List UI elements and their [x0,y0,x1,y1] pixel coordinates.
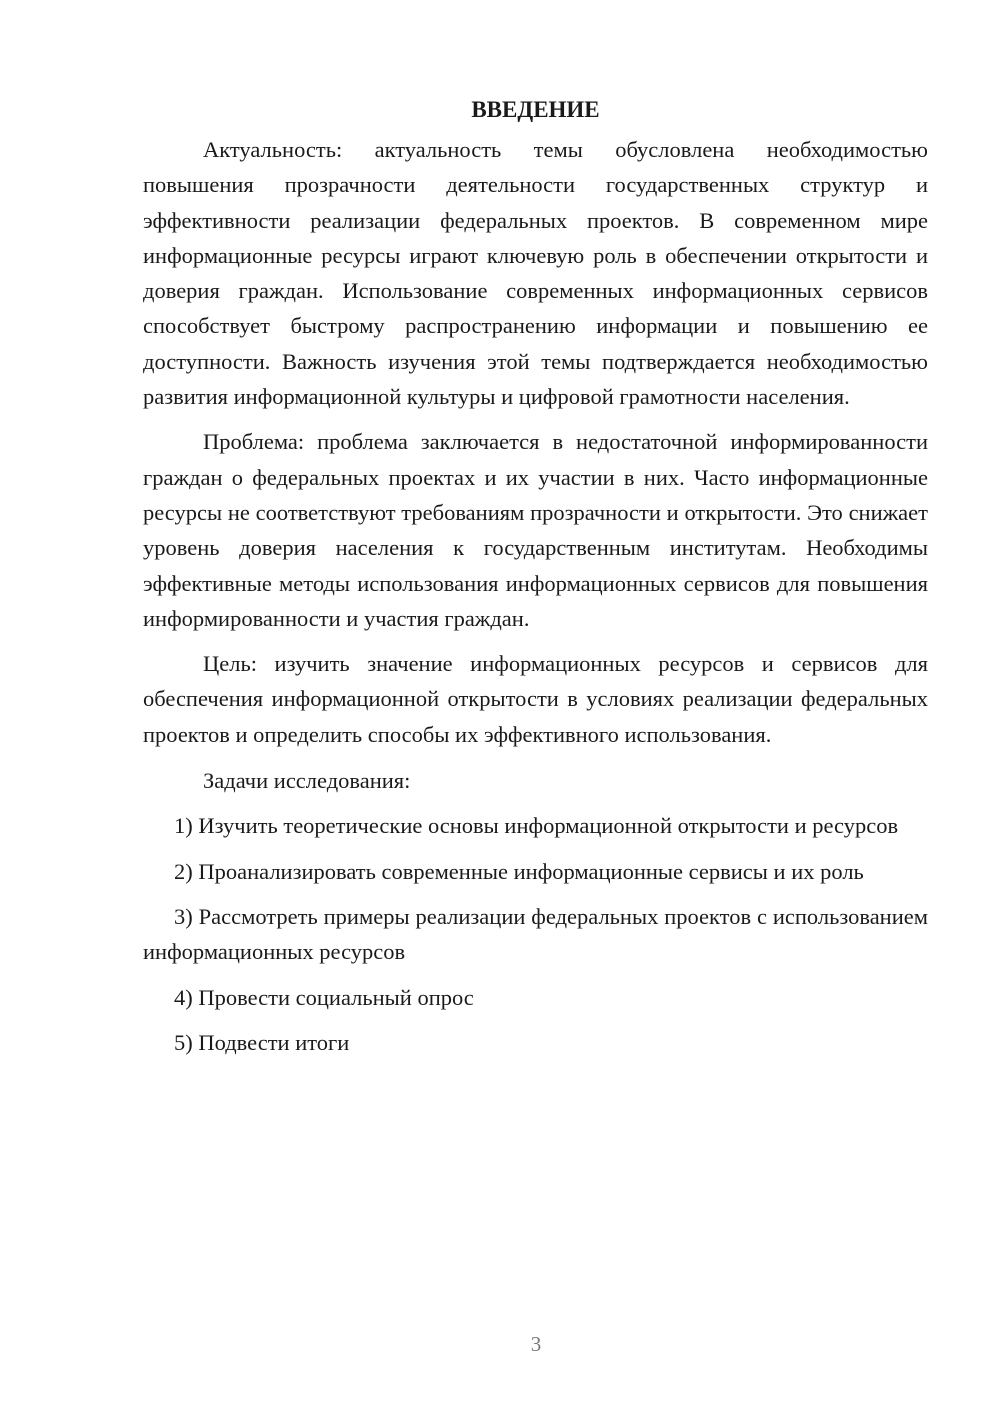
task-item-3: 3) Рассмотреть примеры реализации федеральных проектов с использованием информационных ресурсов [143,903,928,965]
task-item-1: 1) Изучить теоретические основы информационной открытости и ресурсов [174,813,899,839]
task-item-2: 2) Проанализировать современные информационные сервисы и их роль [174,858,864,884]
page-number: 3 [530,1332,542,1356]
task-item-5: 5) Подвести итоги [174,1029,350,1055]
document-page [143,92,928,1060]
paragraph-problem: Проблема: проблема заключается в недостаточной информированности граждан о федеральных проектах и их участии в них. Часто информационные ресурсы не соответствуют требованиям прозрачности и открытости. Это снижает уровень доверия населения к государственным институтам. Необходимы эффективные методы использования информационных сервисов для повышения информированности и участия граждан. [143,429,928,631]
section-title: ВВЕДЕНИЕ [471,97,600,122]
paragraph-relevance: Актуальность: актуальность темы обусловлена необходимостью повышения прозрачности деятельности государственных структур и эффективности реализации федеральных проектов. В современном мире информационные ресурсы играют ключевую роль в обеспечении открытости и доверия граждан. Использование современных информационных сервисов способствует быстрому распространению информации и повышению ее доступности. Важность изучения этой темы подтверждается необходимостью развития информационной культуры и цифровой грамотности населения. [143,137,928,410]
task-item-4: 4) Провести социальный опрос [174,984,474,1010]
tasks-heading: Задачи исследования: [203,768,411,794]
paragraph-goal: Цель: изучить значение информационных ресурсов и сервисов для обеспечения информационной открытости в условиях реализации федеральных проектов и определить способы их эффективного использования. [143,651,928,747]
